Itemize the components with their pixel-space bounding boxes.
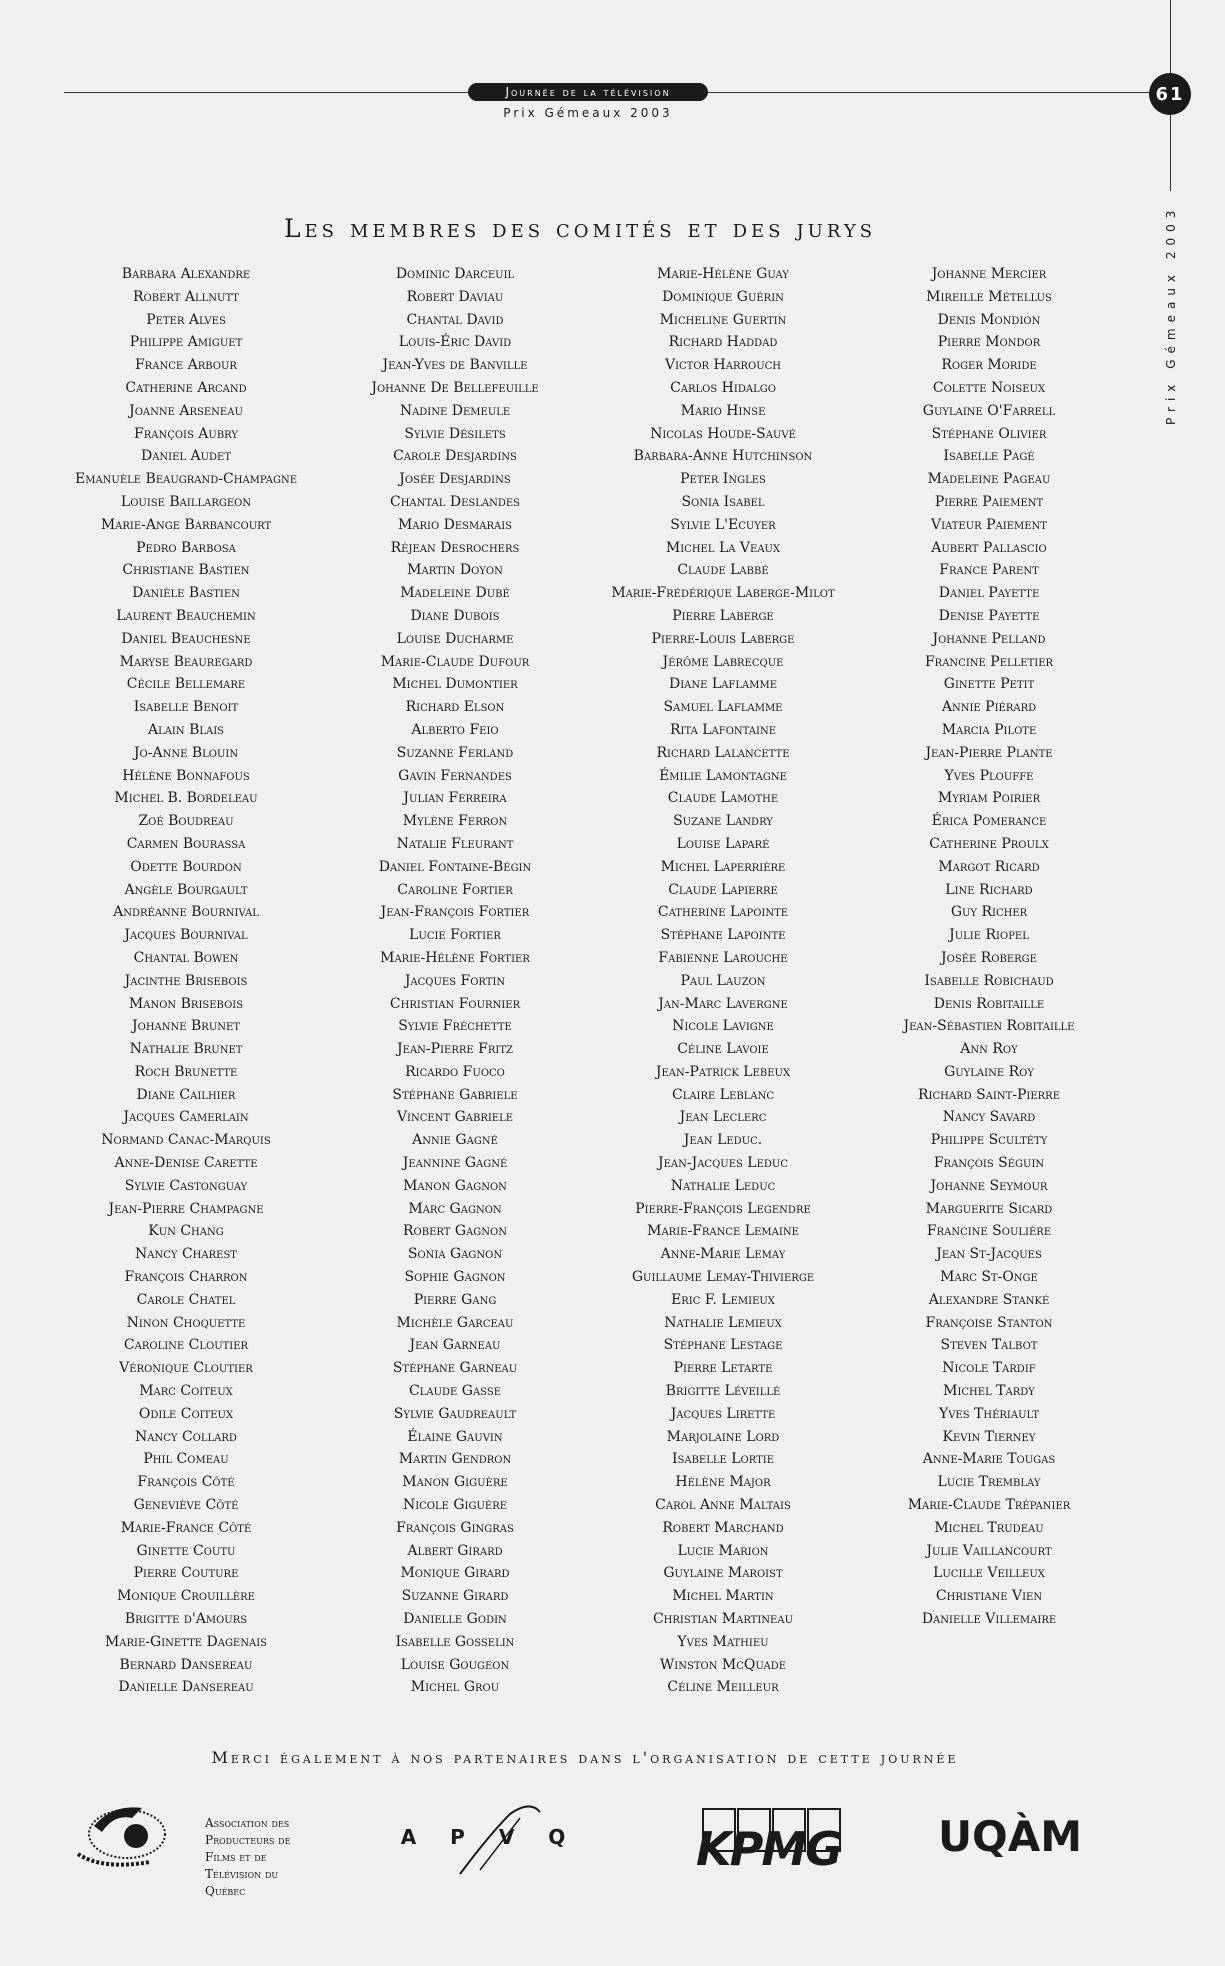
member-name: Marc Coiteux [139,1383,233,1400]
member-name: Jean St-Jacques [936,1246,1042,1263]
member-name: Marguerite Sicard [925,1200,1053,1217]
member-name: François Charron [124,1269,248,1286]
member-name: Stéphane Olivier [931,425,1047,442]
member-name: Pierre Gang [413,1291,497,1308]
member-name: Chantal Bowen [133,949,239,966]
member-name: Carol Anne Maltais [655,1497,791,1514]
member-name: Pierre Couture [133,1565,239,1582]
member-name: Nicole Giguère [402,1497,508,1514]
member-name: Johanne Pelland [932,630,1046,647]
member-name: Odile Coiteux [138,1405,234,1422]
member-name: Yves Thériault [938,1405,1040,1422]
member-name: Normand Canac-Marquis [101,1132,271,1149]
member-name: Bernard Dansereau [119,1656,253,1673]
member-name: Colette Noiseux [932,379,1046,396]
member-name: Martin Gendron [398,1451,512,1468]
member-name: Daniel Payette [938,585,1040,602]
member-name: Jean-Pierre Champagne [108,1200,264,1217]
header-subtitle: Prix Gémeaux 2003 [503,106,673,120]
apvq-logo: APVQ [400,1825,600,1849]
member-name: Carole Chatel [136,1291,236,1308]
member-name: Cécile Bellemare [126,676,246,693]
member-name: Émilie Lamontagne [659,767,787,784]
member-name: Caroline Cloutier [123,1337,249,1354]
member-name: Marcia Pilote [941,721,1037,738]
member-name: Stéphane Gabriele [392,1086,518,1103]
member-name: Richard Saint-Pierre [917,1086,1061,1103]
member-name: Jean-Jacques Leduc [657,1155,789,1172]
member-name: Johanne Brunet [132,1018,240,1035]
page-title: Les membres des comités et des jurys [283,214,877,243]
member-name: Françoise Stanton [925,1314,1053,1331]
member-name: Dominic Darceuil [395,266,515,282]
member-name: Michel Martin [672,1588,774,1605]
member-name: Denis Robitaille [933,995,1045,1012]
member-name: Sonia Isabel [681,493,765,510]
member-name: Mireille Métellus [926,288,1052,305]
member-name: Line Richard [945,881,1033,898]
member-name: Marjolaine Lord [666,1428,780,1445]
member-name: Lucille Veilleux [933,1565,1045,1582]
member-name: Christiane Bastien [122,562,250,579]
member-name: Roch Brunette [134,1063,238,1080]
member-name: Andréanne Bournival [113,904,259,921]
member-name: Guylaine Roy [944,1063,1034,1080]
member-name: Nicolas Houde-Sauvé [650,425,796,442]
names-column-3 [578,263,868,1699]
member-name: Pedro Barbosa [136,539,236,556]
member-name: Barbara-Anne Hutchinson [633,448,813,465]
member-name: Lucie Marion [677,1542,769,1559]
member-name: Nancy Collard [135,1428,237,1445]
member-name: Denise Payette [938,607,1040,624]
member-name: Guy Richer [950,904,1028,921]
member-name: Roger Moride [941,357,1037,374]
member-name: Élaine Gauvin [407,1428,503,1445]
member-name: Michel B. Bordeleau [114,790,258,807]
member-name: Marie-France Côté [120,1519,252,1536]
member-name: Alexandre Stanké [928,1291,1050,1308]
member-name: Marie-France Lemaine [647,1223,799,1240]
member-name: Stéphane Lapointe [660,927,786,944]
member-name: François Gingras [396,1519,514,1536]
member-name: Hélène Bonnafous [122,767,250,784]
member-name: Maryse Beauregard [119,653,253,670]
member-name: Monique Girard [400,1565,510,1582]
member-name: Ninon Choquette [126,1314,246,1331]
member-name: Carmen Bourassa [126,835,246,852]
member-name: Winston McQuade [659,1656,787,1673]
member-name: Sophie Gagnon [404,1269,506,1286]
member-name: Marie-Hélène Fortier [380,949,530,966]
member-name: Steven Talbot [940,1337,1038,1354]
member-name: Ginette Petit [943,676,1035,693]
member-name: Diane Dubois [410,607,500,624]
member-name: Manon Brisebois [128,995,244,1012]
member-name: Michel Dumontier [392,676,518,693]
member-name: Jean Leclerc [679,1109,767,1126]
member-name: Myriam Poirier [937,790,1041,807]
member-name: Christian Fournier [389,995,521,1012]
member-name: Mario Desmarais [397,516,513,533]
member-name: Anne-Marie Lemay [660,1246,786,1263]
member-name: Michèle Garceau [396,1314,514,1331]
member-name: Marie-Frédérique Laberge-Milot [611,585,835,602]
member-name: Philippe Scultéty [930,1132,1048,1149]
member-name: Mylène Ferron [402,813,508,830]
member-name: Pierre-Louis Laberge [651,630,795,647]
member-name: Daniel Audet [140,448,232,465]
member-name: Jacques Bournival [124,927,248,944]
member-name: Danielle Godin [403,1611,507,1628]
member-name: Barbara Alexandre [121,266,251,282]
member-name: Michel Laperrière [660,858,786,875]
member-name: Johanne De Bellefeuille [371,379,539,396]
member-name: Guylaine O'Farrell [922,402,1056,419]
member-name: Madeleine Pageau [927,471,1051,488]
member-name: Céline Meilleur [667,1679,779,1696]
member-name: Isabelle Benoit [133,699,239,716]
member-name: Jean-Patrick Lebeux [655,1063,791,1080]
member-name: Lucie Fortier [409,927,501,944]
member-name: Carlos Hidalgo [670,379,776,396]
member-name: Christian Martineau [652,1611,794,1628]
member-name: Martin Doyon [407,562,503,579]
member-name: Peter Ingles [680,471,766,488]
member-name: Joanne Arseneau [129,402,243,419]
kpmg-logo: KPMG [696,1822,841,1876]
member-name: Kevin Tierney [942,1428,1036,1445]
member-name: Julie Vaillancourt [926,1542,1052,1559]
member-name: Fabienne Larouche [658,949,788,966]
member-name: Johanne Mercier [931,266,1047,282]
member-name: Robert Marchand [662,1519,784,1536]
member-name: Francine Pelletier [924,653,1054,670]
member-name: Gavin Fernandes [398,767,512,784]
uqam-logo: UQÀM [937,1812,1083,1861]
member-name: Jacinthe Brisebois [124,972,248,989]
member-name: Robert Daviau [406,288,504,305]
names-column-4 [844,263,1134,1631]
member-name: Yves Mathieu [677,1633,769,1650]
member-name: France Parent [939,562,1039,579]
member-name: Jean-François Fortier [380,904,530,921]
member-name: Robert Allnutt [133,288,239,305]
member-name: Louise Ducharme [396,630,514,647]
member-name: Mario Hinse [680,402,766,419]
member-name: Réjean Desrochers [390,539,520,556]
member-name: Véronique Cloutier [119,1360,253,1377]
member-name: Sylvie L'Ecuyer [670,516,776,533]
member-name: Alain Blais [147,721,225,738]
partners-thanks: Merci également à nos partenaires dans l'organisation de cette journée [211,1748,959,1767]
member-name: Nathalie Lemieux [664,1314,782,1331]
member-name: Jean Leduc. [683,1132,763,1149]
member-name: Nancy Savard [942,1109,1036,1126]
member-name: Nicole Tardif [942,1360,1036,1377]
member-name: Monique Crouillère [117,1588,255,1605]
member-name: Pierre Laberge [672,607,774,624]
member-name: Natalie Fleurant [396,835,514,852]
member-name: Catherine Lapointe [657,904,789,921]
member-name: François Aubry [133,425,239,442]
member-name: Catherine Arcand [125,379,247,396]
member-name: Richard Lalancette [656,744,790,761]
page-number: 61 [1149,73,1191,115]
member-name: Jacques Lirette [670,1405,776,1422]
member-name: Pierre Letarte [673,1360,773,1377]
header-banner: Journée de la télévision [468,83,708,101]
member-name: Pierre Paiement [934,493,1044,510]
member-name: Manon Gagnon [403,1177,507,1194]
member-name: Sylvie Castonguay [124,1177,248,1194]
member-name: Daniel Fontaine-Bégin [378,858,532,875]
member-name: Louise Laparé [676,835,770,852]
member-name: Jérôme Labrecque [662,653,784,670]
member-name: Stéphane Garneau [392,1360,518,1377]
member-name: Marie-Ange Barbancourt [100,516,272,533]
member-name: Diane Cailhier [136,1086,236,1103]
member-name: Guylaine Maroist [663,1565,783,1582]
member-name: Pierre-François Legendre [635,1200,811,1217]
member-name: Louise Gougeon [400,1656,510,1673]
member-name: Claude Labbé [677,562,769,579]
member-name: Guillaume Lemay-Thivierge [631,1269,815,1286]
member-name: Suzanne Girard [401,1588,509,1605]
member-name: Geneviève Côté [133,1497,239,1514]
member-name: Brigitte d'Amours [124,1611,248,1628]
member-name: Claude Lamothe [667,790,779,807]
member-name: Angèle Bourgault [124,881,248,898]
member-name: France Arbour [135,357,237,374]
member-name: Marie-Claude Trépanier [907,1497,1071,1514]
member-name: Nancy Charest [135,1246,237,1263]
member-name: Claire Leblanc [671,1086,774,1103]
member-name: Isabelle Gosselin [395,1633,515,1650]
member-name: Margot Ricard [938,858,1040,875]
member-name: François Côté [137,1474,235,1491]
member-name: Marc St-Onge [940,1269,1038,1286]
member-name: Louise Baillargeon [120,493,252,510]
member-name: Josée Roberge [941,949,1037,966]
member-name: Jo-Anne Blouin [133,744,239,761]
member-name: Claude Lapierre [668,881,778,898]
member-name: Alberto Feio [411,721,499,738]
member-name: Nadine Demeule [399,402,511,419]
member-name: Chantal David [406,311,504,328]
member-name: Sonia Gagnon [407,1246,503,1263]
member-name: Jan-Marc Lavergne [658,995,788,1012]
member-name: Rita Lafontaine [669,721,777,738]
apftq-logo [72,1796,172,1878]
member-name: Paul Lauzon [680,972,766,989]
names-column-1 [41,263,331,1699]
member-name: Jeannine Gagné [402,1155,508,1172]
member-name: Denis Mondion [937,311,1041,328]
member-name: Richard Haddad [668,334,778,351]
member-name: Isabelle Robichaud [924,972,1054,989]
member-name: Madeleine Dubé [400,585,510,602]
member-name: Sylvie Gaudreault [393,1405,517,1422]
member-name: Louis-Éric David [398,334,512,351]
member-name: Julian Ferreira [403,790,507,807]
member-name: Caroline Fortier [397,881,513,898]
member-name: Brigitte Léveillé [665,1383,781,1400]
member-name: Hélène Major [675,1474,771,1491]
member-name: Julie Riopel [949,927,1029,944]
member-name: Michel Trudeau [934,1519,1044,1536]
member-name: Carole Desjardins [393,448,517,465]
member-name: Dominique Guérin [662,288,784,305]
member-name: Jacques Camerlain [123,1109,249,1126]
member-name: Aubert Pallascio [931,539,1047,556]
member-name: Ann Roy [960,1041,1018,1058]
member-name: Marie-Ginette Dagenais [104,1633,268,1650]
member-name: Michel La Veaux [665,539,781,556]
member-name: Robert Gagnon [403,1223,507,1240]
member-name: Daniel Beauchesne [121,630,251,647]
member-name: Samuel Laflamme [663,699,783,716]
member-name: Isabelle Pagé [943,448,1035,465]
member-name: Francine Soulière [926,1223,1052,1240]
member-name: Marie-Claude Dufour [380,653,530,670]
member-name: Michel Tardy [943,1383,1035,1400]
member-name: Phil Comeau [143,1451,229,1468]
member-name: Jean-Sébastien Robitaille [903,1018,1075,1035]
member-name: Jacques Fortin [404,972,506,989]
member-name: Annie Piérard [941,699,1037,716]
member-name: Johanne Seymour [930,1177,1048,1194]
member-name: Chantal Deslandes [390,493,520,510]
member-name: Sylvie Fréchette [398,1018,512,1035]
member-name: Victor Harrouch [664,357,782,374]
member-name: Richard Elson [405,699,505,716]
member-name: Danielle Villemaire [921,1611,1057,1628]
member-name: Marie-Hélène Guay [657,266,789,282]
member-name: Albert Girard [407,1542,503,1559]
member-name: Micheline Guertin [659,311,787,328]
member-name: Kun Chang [148,1223,224,1240]
member-name: Danièle Bastien [132,585,240,602]
member-name: Nathalie Leduc [670,1177,776,1194]
member-name: Philippe Amiguet [129,334,243,351]
member-name: Vincent Gabriele [396,1109,514,1126]
member-name: Josée Desjardins [399,471,511,488]
member-name: Pierre Mondor [937,334,1041,351]
member-name: Jean-Pierre Fritz [397,1041,513,1058]
member-name: Stéphane Lestage [663,1337,783,1354]
member-name: Zoé Boudreau [138,813,234,830]
member-name: Nicole Lavigne [672,1018,774,1035]
member-name: Manon Giguère [402,1474,508,1491]
member-name: Jean-Yves de Banville [382,357,528,374]
member-name: François Séguin [933,1155,1045,1172]
member-name: Eric F. Lemieux [671,1291,775,1308]
member-name: Anne-Denise Carette [114,1155,258,1172]
member-name: Jean Garneau [409,1337,501,1354]
names-column-2 [310,263,600,1699]
member-name: Ginette Coutu [136,1542,236,1559]
member-name: Marc Gagnon [408,1200,502,1217]
member-name: Peter Alves [146,311,226,328]
member-name: Danielle Dansereau [118,1679,254,1696]
member-name: Isabelle Lortie [671,1451,775,1468]
side-label: Prix Gémeaux 2003 [1164,204,1178,425]
member-name: Michel Grou [410,1679,500,1696]
member-name: Suzane Landry [673,813,773,830]
member-name: Nathalie Brunet [129,1041,243,1058]
member-name: Annie Gagné [412,1132,498,1149]
member-name: Jean-Pierre Plante [925,744,1053,761]
member-name: Yves Plouffe [944,767,1034,784]
member-name: Viateur Paiement [931,516,1047,533]
member-name: Érica Pomerance [931,813,1047,830]
member-name: Catherine Proulx [929,835,1049,852]
member-name: Claude Gasse [409,1383,501,1400]
member-name: Emanuèle Beaugrand-Champagne [75,471,297,488]
member-name: Odette Bourdon [130,858,242,875]
member-name: Lucie Tremblay [937,1474,1041,1491]
member-name: Suzanne Ferland [396,744,514,761]
member-name: Christiane Vien [935,1588,1043,1605]
member-name: Diane Laflamme [669,676,777,693]
apftq-name: Association des Producteurs de Films et de Télévision du Québec [205,1816,291,1898]
member-name: Sylvie Désilets [404,425,506,442]
member-name: Laurent Beauchemin [116,607,256,624]
member-name: Anne-Marie Tougas [922,1451,1056,1468]
member-name: Ricardo Fuoco [405,1063,505,1080]
member-name: Céline Lavoie [677,1041,769,1058]
